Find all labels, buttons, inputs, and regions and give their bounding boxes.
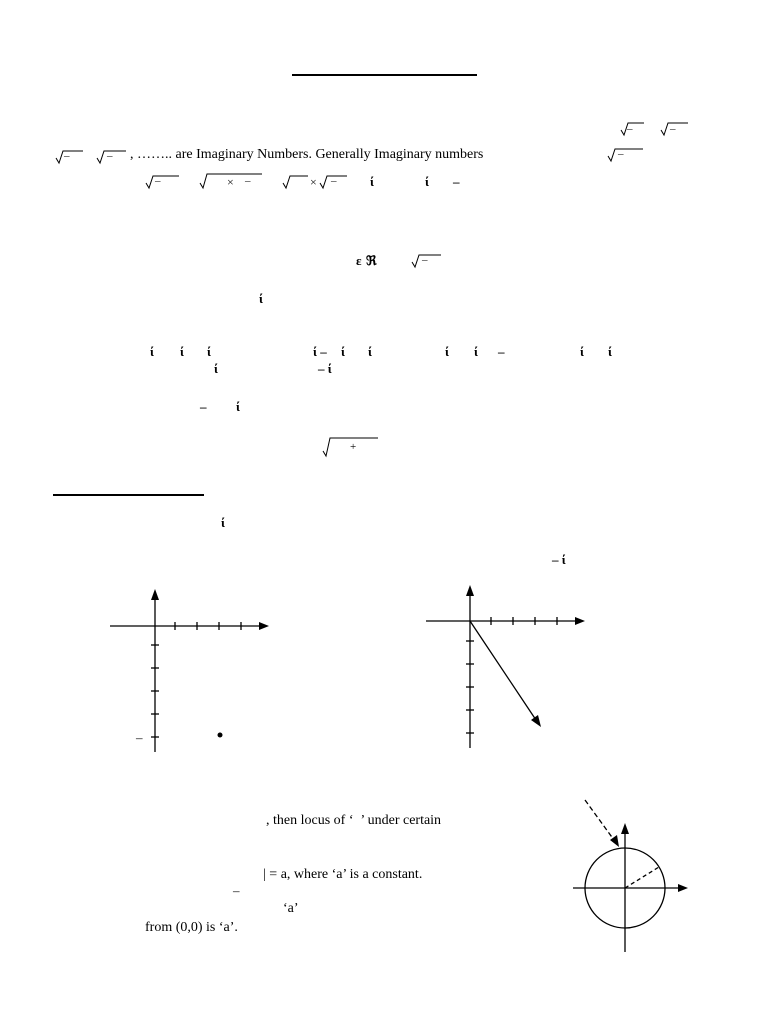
iota-symbol: ί (180, 344, 185, 359)
minus-sign: – (422, 254, 428, 266)
plus-sign: + (350, 441, 357, 453)
times-sign: × (227, 175, 234, 189)
minus-sign: – (670, 123, 676, 135)
locus-text: , then locus of ‘ ’ under certain (266, 813, 442, 828)
iota-symbol: ί (474, 344, 479, 359)
modulus-text: | = a, where ‘a’ is a constant. (263, 867, 423, 882)
minus-sign: – (245, 175, 251, 187)
minus-sign: – (64, 150, 70, 162)
minus-sign: – (498, 344, 505, 359)
iota-symbol: ί (259, 291, 264, 306)
iota-symbol: ί (425, 174, 430, 189)
iota-symbol: ί (341, 344, 346, 359)
times-sign: × (310, 175, 317, 189)
minus-sign: – (107, 150, 113, 162)
iota-symbol: ί (221, 515, 226, 530)
minus-sign: – (233, 883, 240, 898)
quoted-a: ‘a’ (283, 901, 299, 916)
iota-symbol: ί (608, 344, 613, 359)
iota-symbol: ί (368, 344, 373, 359)
iota-symbol: ί (445, 344, 450, 359)
iota-symbol: ί (150, 344, 155, 359)
minus-sign: – (618, 148, 624, 160)
iota-symbol: ί (580, 344, 585, 359)
iota-symbol: ί (207, 344, 212, 359)
point-axis-label: – (136, 730, 143, 745)
minus-iota: – ί (552, 552, 566, 567)
minus-sign: – (155, 175, 161, 187)
real-symbol: ℜ (366, 253, 377, 268)
minus-sign: – (331, 175, 337, 187)
minus-sign: – (627, 123, 633, 135)
iota-symbol: ί (370, 174, 375, 189)
minus-sign: – (200, 399, 207, 414)
epsilon-symbol: ε (356, 253, 362, 268)
iota-symbol: ί (236, 399, 241, 414)
origin-text: from (0,0) is ‘a’. (145, 920, 238, 935)
iota-minus: ί – (313, 344, 327, 359)
intro-text: , …….. are Imaginary Numbers. Generally Imaginary numbers (130, 147, 484, 162)
minus-iota: – ί (318, 361, 332, 376)
iota-symbol: ί (214, 361, 219, 376)
minus-sign: – (453, 174, 460, 189)
